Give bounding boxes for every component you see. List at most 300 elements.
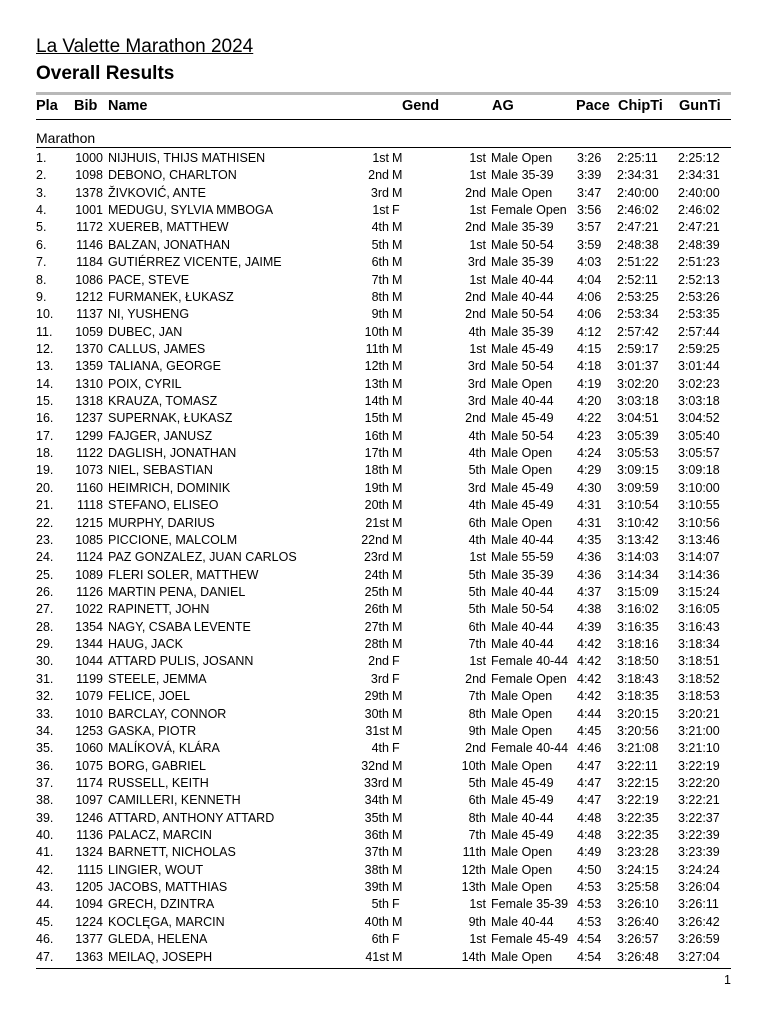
bib-cell: 1146 — [76, 237, 103, 252]
chip-time-cell: 3:25:58 — [617, 880, 659, 895]
ag-place-cell: 14th — [461, 949, 486, 964]
gender-cell: F — [392, 741, 400, 756]
bib-cell: 1237 — [75, 411, 103, 426]
name-cell: HEIMRICH, DOMINIK — [108, 480, 231, 495]
gun-time-cell: 3:24:24 — [678, 862, 720, 877]
age-group-cell: Male 40-44 — [491, 619, 554, 634]
place-cell: 45. — [36, 914, 54, 929]
place-cell: 13. — [36, 359, 54, 374]
ag-place-cell: 8th — [468, 810, 486, 825]
ag-place-cell: 5th — [468, 775, 486, 790]
gender-cell: M — [392, 151, 403, 165]
gender-place-cell: 1st — [372, 203, 389, 218]
ag-place-cell: 11th — [462, 845, 486, 860]
bib-cell: 1359 — [75, 359, 103, 374]
ag-place-cell: 4th — [468, 428, 486, 443]
place-cell: 46. — [36, 932, 54, 947]
pace-cell: 4:53 — [577, 914, 602, 929]
gun-time-cell: 3:10:56 — [678, 515, 720, 530]
bib-cell: 1000 — [75, 151, 103, 165]
gender-place-cell: 29th — [364, 689, 389, 704]
pace-cell: 3:47 — [577, 185, 602, 200]
gender-place-cell: 32nd — [361, 758, 389, 773]
name-cell: PACE, STEVE — [108, 272, 190, 287]
pace-cell: 4:42 — [577, 654, 602, 669]
name-cell: GLEDA, HELENA — [108, 932, 208, 947]
name-cell: ATTARD PULIS, JOSANN — [108, 654, 254, 669]
gender-place-cell: 14th — [364, 394, 389, 409]
bib-cell: 1126 — [76, 585, 103, 599]
ag-place-cell: 5th — [468, 585, 486, 599]
bib-cell: 1059 — [75, 324, 103, 339]
bib-cell: 1094 — [75, 897, 103, 912]
gender-place-cell: 5th — [371, 897, 389, 912]
gun-time-cell: 3:22:19 — [678, 758, 720, 773]
place-cell: 23. — [36, 532, 54, 547]
pace-cell: 4:29 — [577, 463, 602, 478]
bib-cell: 1010 — [75, 706, 103, 721]
age-group-cell: Male Open — [491, 515, 553, 530]
place-cell: 39. — [36, 810, 54, 825]
ag-place-cell: 1st — [469, 654, 486, 669]
ag-place-cell: 6th — [468, 619, 486, 634]
gender-cell: M — [392, 637, 403, 652]
bib-cell: 1324 — [75, 845, 103, 860]
age-group-cell: Male Open — [491, 446, 553, 461]
age-group-cell: Male 50-54 — [491, 428, 554, 443]
chip-time-cell: 3:04:51 — [617, 411, 659, 426]
name-cell: MURPHY, DARIUS — [108, 515, 215, 530]
chip-time-cell: 2:57:42 — [617, 324, 659, 339]
age-group-cell: Male 50-54 — [491, 602, 554, 617]
chip-time-cell: 2:51:22 — [617, 255, 659, 270]
age-group-cell: Male 40-44 — [491, 810, 554, 825]
gender-place-cell: 19th — [364, 480, 389, 495]
place-cell: 42. — [36, 862, 54, 877]
gun-time-cell: 2:52:13 — [678, 272, 720, 287]
name-cell: NAGY, CSABA LEVENTE — [108, 619, 251, 634]
age-group-cell: Male 45-49 — [491, 341, 554, 356]
gender-cell: M — [392, 307, 403, 322]
gun-time-cell: 3:26:11 — [678, 897, 719, 912]
gun-time-cell: 3:22:21 — [678, 793, 720, 808]
age-group-cell: Male 45-49 — [491, 828, 554, 843]
name-cell: PAZ GONZALEZ, JUAN CARLOS — [108, 550, 297, 565]
title-divider — [36, 92, 731, 95]
gun-time-cell: 2:59:25 — [678, 341, 720, 356]
age-group-cell: Female Open — [491, 203, 567, 218]
gender-cell: M — [392, 237, 403, 252]
chip-time-cell: 3:20:15 — [617, 706, 659, 721]
gun-time-cell: 3:02:23 — [678, 376, 720, 391]
ag-place-cell: 4th — [468, 324, 486, 339]
gender-cell: M — [392, 845, 403, 860]
gender-place-cell: 30th — [364, 706, 389, 721]
gender-place-cell: 1st — [372, 151, 389, 165]
gender-place-cell: 8th — [371, 289, 389, 304]
gun-time-cell: 3:10:55 — [678, 498, 720, 513]
ag-place-cell: 1st — [469, 341, 486, 356]
place-cell: 29. — [36, 637, 54, 652]
gender-cell: M — [392, 341, 403, 356]
chip-time-cell: 3:05:53 — [617, 446, 659, 461]
gender-place-cell: 31st — [365, 723, 389, 738]
gender-cell: M — [392, 220, 403, 235]
pace-cell: 4:53 — [577, 897, 602, 912]
gender-place-cell: 12th — [364, 359, 389, 374]
gender-cell: M — [392, 689, 403, 704]
age-group-cell: Male Open — [491, 151, 553, 165]
bib-cell: 1212 — [75, 289, 103, 304]
name-cell: MEILAQ, JOSEPH — [108, 949, 213, 964]
place-cell: 36. — [36, 758, 54, 773]
ag-place-cell: 1st — [469, 203, 486, 218]
chip-time-cell: 2:48:38 — [617, 237, 659, 252]
gun-time-cell: 2:51:23 — [678, 255, 720, 270]
bib-cell: 1199 — [76, 671, 103, 686]
bib-cell: 1310 — [75, 376, 103, 391]
name-cell: KRAUZA, TOMASZ — [108, 394, 218, 409]
pace-cell: 4:48 — [577, 810, 602, 825]
pace-cell: 4:38 — [577, 602, 602, 617]
name-cell: BORG, GABRIEL — [108, 758, 206, 773]
bib-cell: 1075 — [75, 758, 103, 773]
pace-cell: 4:06 — [577, 307, 602, 322]
ag-place-cell: 3rd — [467, 359, 486, 374]
pace-cell: 4:23 — [577, 428, 602, 443]
gun-time-cell: 3:27:04 — [678, 949, 720, 964]
chip-time-cell: 3:05:39 — [617, 428, 659, 443]
chip-time-cell: 3:22:11 — [617, 758, 658, 773]
gender-cell: M — [392, 272, 403, 287]
name-cell: NIEL, SEBASTIAN — [108, 463, 213, 478]
place-cell: 7. — [36, 255, 47, 270]
ag-place-cell: 2nd — [465, 220, 486, 235]
place-cell: 34. — [36, 723, 54, 738]
page-number: 1 — [724, 973, 731, 987]
gender-place-cell: 21st — [365, 515, 389, 530]
gender-place-cell: 17th — [364, 446, 389, 461]
pace-cell: 4:36 — [577, 550, 602, 565]
gender-cell: F — [392, 932, 400, 947]
chip-time-cell: 3:18:43 — [617, 671, 659, 686]
gender-cell: M — [392, 775, 403, 790]
gender-place-cell: 4th — [371, 220, 389, 235]
document-title: La Valette Marathon 2024 — [36, 36, 254, 57]
name-cell: TALIANA, GEORGE — [108, 359, 221, 374]
gender-place-cell: 7th — [371, 272, 389, 287]
ag-place-cell: 1st — [469, 151, 486, 165]
bib-cell: 1122 — [76, 446, 103, 461]
place-cell: 20. — [36, 480, 54, 495]
age-group-cell: Male 40-44 — [491, 532, 554, 547]
name-cell: HAUG, JACK — [108, 637, 184, 652]
age-group-cell: Female 45-49 — [491, 932, 569, 947]
bib-cell: 1253 — [75, 723, 103, 738]
gun-time-cell: 3:15:24 — [678, 585, 720, 599]
bib-cell: 1137 — [76, 307, 103, 322]
place-cell: 28. — [36, 619, 54, 634]
header-place: Pla — [36, 98, 58, 114]
gender-cell: M — [392, 862, 403, 877]
gender-cell: M — [392, 949, 403, 964]
bib-cell: 1172 — [76, 220, 103, 235]
gender-cell: M — [392, 289, 403, 304]
bib-cell: 1363 — [75, 949, 103, 964]
gun-time-cell: 2:34:31 — [678, 168, 720, 183]
place-cell: 6. — [36, 237, 47, 252]
gender-cell: M — [392, 585, 403, 599]
place-cell: 33. — [36, 706, 54, 721]
age-group-cell: Female 40-44 — [491, 654, 569, 669]
bib-cell: 1136 — [76, 828, 103, 843]
name-cell: ŽIVKOVIĆ, ANTE — [108, 185, 206, 200]
gender-place-cell: 6th — [371, 255, 389, 270]
gender-place-cell: 24th — [364, 567, 389, 582]
table-bottom-rule — [36, 968, 731, 969]
place-cell: 38. — [36, 793, 54, 808]
gender-cell: M — [392, 394, 403, 409]
pace-cell: 4:46 — [577, 741, 602, 756]
pace-cell: 4:45 — [577, 723, 602, 738]
place-cell: 3. — [36, 185, 47, 200]
gun-time-cell: 2:47:21 — [678, 220, 720, 235]
gun-time-cell: 3:04:52 — [678, 411, 720, 426]
gun-time-cell: 3:21:00 — [678, 723, 720, 738]
ag-place-cell: 7th — [468, 637, 486, 652]
chip-time-cell: 3:15:09 — [617, 585, 659, 599]
age-group-cell: Male 35-39 — [491, 220, 554, 235]
gun-time-cell: 3:18:34 — [678, 637, 720, 652]
name-cell: BALZAN, JONATHAN — [108, 237, 231, 252]
age-group-cell: Male 35-39 — [491, 255, 554, 270]
name-cell: STEELE, JEMMA — [108, 671, 207, 686]
age-group-cell: Female Open — [491, 671, 567, 686]
chip-time-cell: 3:14:34 — [617, 567, 659, 582]
ag-place-cell: 3rd — [467, 480, 486, 495]
age-group-cell: Male 45-49 — [491, 480, 554, 495]
ag-place-cell: 10th — [461, 758, 486, 773]
ag-place-cell: 3rd — [467, 255, 486, 270]
ag-place-cell: 3rd — [467, 394, 486, 409]
header-age-group: AG — [492, 98, 514, 114]
place-cell: 21. — [36, 498, 54, 513]
gender-place-cell: 4th — [371, 741, 389, 756]
gender-place-cell: 11th — [365, 341, 389, 356]
bib-cell: 1299 — [75, 428, 103, 443]
gun-time-cell: 2:57:44 — [678, 324, 720, 339]
place-cell: 18. — [36, 446, 54, 461]
name-cell: XUEREB, MATTHEW — [108, 220, 229, 235]
bib-cell: 1344 — [75, 637, 103, 652]
chip-time-cell: 3:22:35 — [617, 810, 659, 825]
gender-place-cell: 2nd — [368, 654, 389, 669]
gender-cell: M — [392, 793, 403, 808]
pace-cell: 4:36 — [577, 567, 602, 582]
chip-time-cell: 2:52:11 — [617, 272, 658, 287]
gun-time-cell: 3:23:39 — [678, 845, 720, 860]
chip-time-cell: 3:22:15 — [617, 775, 659, 790]
chip-time-cell: 3:22:35 — [617, 828, 659, 843]
pace-cell: 4:20 — [577, 394, 602, 409]
pace-cell: 4:42 — [577, 689, 602, 704]
gender-cell: M — [392, 550, 403, 565]
gender-cell: M — [392, 828, 403, 843]
ag-place-cell: 7th — [468, 828, 486, 843]
gender-cell: M — [392, 880, 403, 895]
pace-cell: 3:26 — [577, 151, 602, 165]
chip-time-cell: 3:26:57 — [617, 932, 659, 947]
gun-time-cell: 2:40:00 — [678, 185, 720, 200]
name-cell: BARCLAY, CONNOR — [108, 706, 227, 721]
pace-cell: 4:18 — [577, 359, 602, 374]
chip-time-cell: 3:26:40 — [617, 914, 659, 929]
place-cell: 8. — [36, 272, 47, 287]
name-cell: GASKA, PIOTR — [108, 723, 197, 738]
gun-time-cell: 3:10:00 — [678, 480, 720, 495]
name-cell: MALÍKOVÁ, KLÁRA — [108, 741, 220, 756]
place-cell: 43. — [36, 880, 54, 895]
bib-cell: 1086 — [75, 272, 103, 287]
gun-time-cell: 3:13:46 — [678, 532, 720, 547]
ag-place-cell: 2nd — [465, 411, 486, 426]
bib-cell: 1001 — [75, 203, 103, 218]
age-group-cell: Male 50-54 — [491, 237, 554, 252]
gender-place-cell: 22nd — [361, 532, 389, 547]
place-cell: 31. — [36, 671, 54, 686]
gender-cell: F — [392, 897, 400, 912]
gun-time-cell: 3:22:37 — [678, 810, 720, 825]
pace-cell: 4:31 — [577, 515, 602, 530]
place-cell: 12. — [36, 341, 54, 356]
name-cell: DEBONO, CHARLTON — [108, 168, 237, 183]
bib-cell: 1098 — [75, 168, 103, 183]
gun-time-cell: 3:21:10 — [678, 741, 720, 756]
age-group-cell: Male 35-39 — [491, 324, 554, 339]
ag-place-cell: 1st — [469, 932, 486, 947]
bib-cell: 1378 — [75, 185, 103, 200]
header-gun-time: GunTi — [679, 98, 721, 114]
chip-time-cell: 3:10:54 — [617, 498, 659, 513]
gender-cell: F — [392, 671, 400, 686]
name-cell: FLERI SOLER, MATTHEW — [108, 567, 259, 582]
place-cell: 37. — [36, 775, 54, 790]
chip-time-cell: 3:09:59 — [617, 480, 659, 495]
bib-cell: 1060 — [75, 741, 103, 756]
name-cell: RUSSELL, KEITH — [108, 775, 209, 790]
gender-cell: M — [392, 480, 403, 495]
bib-cell: 1115 — [77, 862, 103, 877]
gender-place-cell: 35th — [364, 810, 389, 825]
age-group-cell: Male 40-44 — [491, 914, 554, 929]
age-group-cell: Male 35-39 — [491, 567, 554, 582]
gun-time-cell: 3:18:51 — [678, 654, 720, 669]
bib-cell: 1022 — [75, 602, 103, 617]
age-group-cell: Male 45-49 — [491, 411, 554, 426]
pace-cell: 4:44 — [577, 706, 602, 721]
place-cell: 11. — [36, 324, 53, 339]
age-group-cell: Female 35-39 — [491, 897, 569, 912]
name-cell: SUPERNAK, ŁUKASZ — [108, 411, 233, 426]
place-cell: 5. — [36, 220, 47, 235]
place-cell: 32. — [36, 689, 54, 704]
chip-time-cell: 3:24:15 — [617, 862, 659, 877]
document-subtitle: Overall Results — [36, 63, 175, 84]
ag-place-cell: 4th — [468, 498, 486, 513]
bib-cell: 1224 — [75, 914, 103, 929]
gender-cell: M — [392, 532, 403, 547]
bib-cell: 1205 — [75, 880, 103, 895]
bib-cell: 1160 — [76, 480, 103, 495]
chip-time-cell: 3:09:15 — [617, 463, 659, 478]
pace-cell: 4:03 — [577, 255, 602, 270]
gender-place-cell: 23rd — [363, 550, 389, 565]
pace-cell: 4:42 — [577, 637, 602, 652]
gun-time-cell: 2:48:39 — [678, 237, 720, 252]
gender-place-cell: 6th — [371, 932, 389, 947]
bib-cell: 1085 — [75, 532, 103, 547]
pace-cell: 4:47 — [577, 775, 602, 790]
gender-cell: M — [392, 602, 403, 617]
pace-cell: 3:56 — [577, 203, 602, 218]
name-cell: RAPINETT, JOHN — [108, 602, 210, 617]
ag-place-cell: 2nd — [465, 307, 486, 322]
chip-time-cell: 2:40:00 — [617, 185, 659, 200]
place-cell: 25. — [36, 567, 54, 582]
ag-place-cell: 5th — [468, 602, 486, 617]
gun-time-cell: 3:26:42 — [678, 914, 720, 929]
gun-time-cell: 3:05:57 — [678, 446, 720, 461]
pace-cell: 4:39 — [577, 619, 602, 634]
name-cell: FURMANEK, ŁUKASZ — [108, 289, 234, 304]
gender-cell: M — [392, 706, 403, 721]
age-group-cell: Male Open — [491, 758, 553, 773]
gender-cell: M — [392, 567, 403, 582]
gun-time-cell: 3:20:21 — [678, 706, 720, 721]
gender-place-cell: 34th — [364, 793, 389, 808]
age-group-cell: Male 50-54 — [491, 307, 554, 322]
place-cell: 27. — [36, 602, 54, 617]
name-cell: GUTIÉRREZ VICENTE, JAIME — [108, 255, 282, 270]
pace-cell: 4:06 — [577, 289, 602, 304]
age-group-cell: Male 40-44 — [491, 272, 554, 287]
age-group-cell: Male Open — [491, 706, 553, 721]
name-cell: DAGLISH, JONATHAN — [108, 446, 237, 461]
gun-time-cell: 3:09:18 — [678, 463, 720, 478]
ag-place-cell: 1st — [469, 168, 486, 183]
gun-time-cell: 2:46:02 — [678, 203, 720, 218]
chip-time-cell: 2:53:34 — [617, 307, 659, 322]
age-group-cell: Male 40-44 — [491, 585, 554, 599]
pace-cell: 4:22 — [577, 411, 602, 426]
place-cell: 16. — [36, 411, 54, 426]
place-cell: 19. — [36, 463, 54, 478]
chip-time-cell: 2:59:17 — [617, 341, 659, 356]
age-group-cell: Male 40-44 — [491, 637, 554, 652]
gender-place-cell: 15th — [364, 411, 389, 426]
bib-cell: 1044 — [75, 654, 103, 669]
gender-cell: M — [392, 376, 403, 391]
gender-place-cell: 5th — [371, 237, 389, 252]
gender-place-cell: 3rd — [370, 185, 389, 200]
age-group-cell: Male 55-59 — [491, 550, 554, 565]
pace-cell: 4:42 — [577, 671, 602, 686]
header-bib: Bib — [74, 98, 98, 114]
name-cell: DUBEC, JAN — [108, 324, 183, 339]
gender-place-cell: 41st — [365, 949, 389, 964]
section-heading: Marathon — [36, 130, 96, 146]
ag-place-cell: 2nd — [465, 741, 486, 756]
